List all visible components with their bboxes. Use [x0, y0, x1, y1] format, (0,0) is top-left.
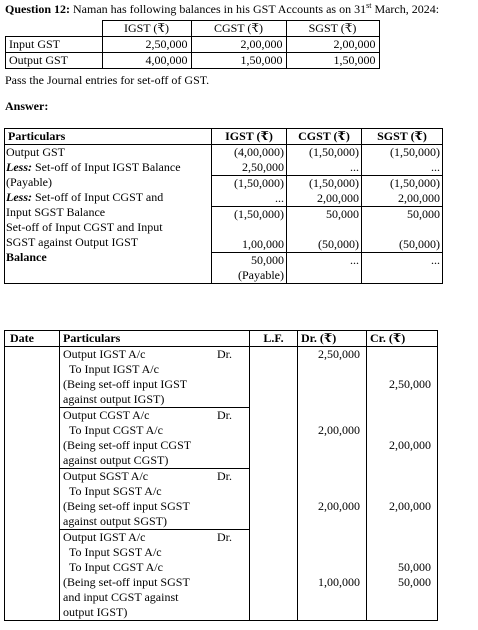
journal-narration: against output IGST) [63, 392, 165, 406]
journal-header-lf: L.F. [250, 331, 298, 347]
journal-dr-amount: 1,00,000 [318, 575, 360, 589]
balance-cell: 2,00,000 [191, 37, 286, 53]
journal-dr-amount: 2,00,000 [318, 423, 360, 437]
balance-corner [6, 21, 103, 37]
setoff-cgst-value: ... [350, 160, 359, 174]
setoff-particular: Less: Set-off of Input IGST Balance [6, 160, 181, 174]
instruction: Pass the Journal entries for set-off of GST. [5, 73, 210, 87]
balance-header-row [6, 21, 380, 37]
journal-cr-amount: 50,000 [398, 560, 431, 574]
setoff-igst-value: (Payable) [238, 268, 284, 282]
journal-dr-amount: 2,00,000 [318, 499, 360, 513]
journal-narration: and input CGST against [63, 590, 179, 604]
journal-header-row [5, 331, 438, 347]
question-sup: st [366, 1, 372, 10]
setoff-cgst-cell [287, 145, 362, 284]
balance-header-igst: IGST (₹) [102, 21, 191, 37]
journal-cr-amount: 2,00,000 [389, 499, 431, 513]
journal-cr-amount: 2,00,000 [389, 438, 431, 452]
journal-lf-cell [250, 347, 298, 621]
journal-header-particulars: Particulars [60, 331, 250, 347]
setoff-particular-balance: Balance [6, 250, 47, 264]
balance-header-sgst: SGST (₹) [286, 21, 379, 37]
journal-header-cr: Cr. (₹) [367, 331, 438, 347]
journal-debit-account: Output IGST A/c [63, 530, 146, 544]
journal-body-row [5, 347, 438, 621]
setoff-igst-value: 50,000 [251, 253, 284, 267]
setoff-igst-value: (1,50,000) [234, 176, 284, 190]
balance-header-cgst: CGST (₹) [191, 21, 286, 37]
setoff-cgst-value: (50,000) [318, 237, 359, 251]
setoff-sgst-cell [362, 145, 443, 284]
setoff-particular: Set-off of Input CGST and Input [6, 220, 163, 234]
journal-narration: against output CGST) [63, 453, 169, 467]
journal-credit-account: To Input SGST A/c [69, 484, 162, 498]
question-text: Naman has following balances in his GST Accounts as on 31 [73, 2, 367, 16]
balance-cell: 1,50,000 [191, 53, 286, 69]
setoff-header-row [5, 129, 443, 145]
journal-cr-amount: 2,50,000 [389, 377, 431, 391]
journal-entry [60, 468, 249, 529]
journal-dr-marker: Dr. [217, 408, 232, 422]
setoff-cgst-value: 50,000 [326, 207, 359, 221]
setoff-igst-value: (4,00,000) [234, 145, 284, 159]
balance-row-output [6, 53, 380, 69]
journal-cr-cell [367, 347, 438, 621]
journal-entry [60, 407, 249, 468]
journal-credit-account: To Input IGST A/c [69, 362, 159, 376]
journal-entry [60, 529, 249, 620]
setoff-particular: Output GST [6, 145, 66, 159]
question-text-end: March, 2024: [371, 2, 440, 16]
setoff-igst-value: 2,50,000 [242, 160, 284, 174]
journal-narration: (Being set-off input IGST [63, 377, 188, 391]
journal-narration: (Being set-off input SGST [63, 575, 190, 589]
journal-narration: output IGST) [63, 605, 128, 619]
journal-dr-marker: Dr. [217, 347, 232, 361]
setoff-igst-value: ... [275, 191, 284, 205]
journal-narration: against output SGST) [63, 514, 167, 528]
setoff-sgst-value: (1,50,000) [390, 176, 440, 190]
journal-particulars-cell [60, 347, 250, 621]
journal-narration: (Being set-off input SGST [63, 499, 190, 513]
journal-dr-amount: 2,50,000 [318, 347, 360, 361]
journal-credit-account: To Input CGST A/c [69, 560, 163, 574]
setoff-cgst-value: (1,50,000) [309, 176, 359, 190]
journal-dr-cell [298, 347, 367, 621]
setoff-header-particulars: Particulars [5, 129, 212, 145]
setoff-igst-value: 1,00,000 [242, 237, 284, 251]
setoff-table [4, 128, 443, 284]
setoff-particular: Input SGST Balance [6, 205, 106, 219]
balance-table [5, 20, 380, 69]
journal-debit-account: Output SGST A/c [63, 469, 149, 483]
balance-row-label: Output GST [6, 53, 103, 69]
journal-cr-amount: 50,000 [398, 575, 431, 589]
journal-narration: (Being set-off input CGST [63, 438, 192, 452]
balance-cell: 4,00,000 [102, 53, 191, 69]
setoff-cgst-value: ... [350, 253, 359, 267]
answer-label: Answer: [5, 99, 49, 113]
question-label: Question 12: [5, 2, 71, 16]
journal-dr-marker: Dr. [217, 530, 232, 544]
setoff-header-cgst: CGST (₹) [287, 129, 362, 145]
journal-date-cell [5, 347, 60, 621]
setoff-cgst-value: 2,00,000 [317, 191, 359, 205]
setoff-igst-cell [212, 145, 287, 284]
setoff-sgst-value: (50,000) [399, 237, 440, 251]
journal-table [4, 330, 438, 621]
balance-row-input [6, 37, 380, 53]
setoff-sgst-value: (1,50,000) [390, 145, 440, 159]
journal-header-date: Date [5, 331, 60, 347]
setoff-header-sgst: SGST (₹) [362, 129, 443, 145]
setoff-sgst-value: 2,00,000 [398, 191, 440, 205]
setoff-particular: (Payable) [6, 175, 52, 189]
balance-cell: 1,50,000 [286, 53, 379, 69]
balance-cell: 2,50,000 [102, 37, 191, 53]
setoff-header-igst: IGST (₹) [212, 129, 287, 145]
journal-entry [60, 347, 249, 407]
setoff-sgst-value: 50,000 [407, 207, 440, 221]
setoff-cgst-value: (1,50,000) [309, 145, 359, 159]
journal-header-dr: Dr. (₹) [298, 331, 367, 347]
journal-dr-marker: Dr. [217, 469, 232, 483]
journal-credit-account: To Input SGST A/c [69, 545, 162, 559]
journal-debit-account: Output CGST A/c [63, 408, 150, 422]
setoff-particular: Less: Set-off of Input CGST and [6, 190, 164, 204]
balance-cell: 2,00,000 [286, 37, 379, 53]
balance-row-label: Input GST [6, 37, 103, 53]
setoff-igst-value: (1,50,000) [234, 207, 284, 221]
setoff-particular: SGST against Output IGST [6, 235, 139, 249]
setoff-body-row [5, 145, 443, 284]
journal-credit-account: To Input CGST A/c [69, 423, 163, 437]
setoff-sgst-value: ... [431, 253, 440, 267]
journal-debit-account: Output IGST A/c [63, 347, 146, 361]
setoff-sgst-value: ... [431, 160, 440, 174]
setoff-particulars-cell [5, 145, 212, 284]
question-heading [5, 2, 439, 17]
